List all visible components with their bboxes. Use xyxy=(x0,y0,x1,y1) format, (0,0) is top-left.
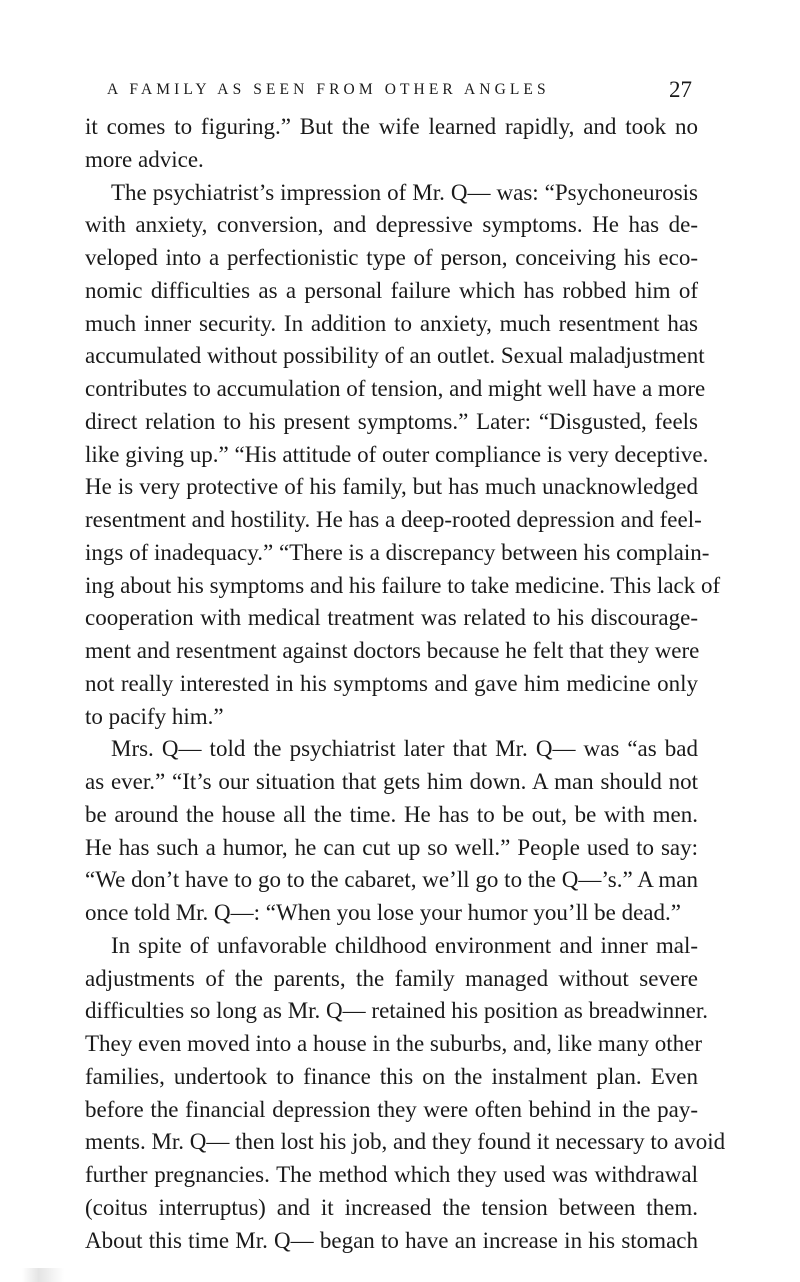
text-line: families, undertook to finance this on the instalment plan. Even xyxy=(85,1063,698,1089)
text-line: ing about his symptoms and his failure to take medicine. This lack of xyxy=(85,572,721,598)
text-line: with anxiety, conversion, and depressive symptoms. He has de- xyxy=(85,212,698,238)
text-line: once told Mr. Q—: “When you lose your humor you’ll be dead.” xyxy=(85,900,681,925)
running-head xyxy=(107,78,692,108)
text-line: be around the house all the time. He has to be out, be with men. xyxy=(85,801,698,827)
text-line: difficulties so long as Mr. Q— retained his position as breadwinner. xyxy=(85,998,709,1024)
text-line: accumulated without possibility of an outlet. Sexual maladjustment xyxy=(85,343,705,369)
text-line: ings of inadequacy.” “There is a discrepancy between his complain- xyxy=(85,539,710,565)
text-line: In spite of unfavorable childhood environment and inner mal- xyxy=(111,932,698,958)
text-line: more advice. xyxy=(85,146,204,172)
text-line: The psychiatrist’s impression of Mr. Q— was: “Psychoneurosis xyxy=(111,179,698,205)
text-line: further pregnancies. The method which they used was withdrawal xyxy=(85,1162,698,1187)
text-line: it comes to figuring.” But the wife learned rapidly, and took no xyxy=(85,114,698,139)
text-line: Mrs. Q— told the psychiatrist later that Mr. Q— was “as bad xyxy=(111,736,698,762)
text-line: He has such a humor, he can cut up so well.” People used to say: xyxy=(85,834,698,860)
text-line: resentment and hostility. He has a deep-rooted depression and feel- xyxy=(85,507,702,532)
page-number: 27 xyxy=(669,77,692,102)
text-line: veloped into a perfectionistic type of person, conceiving his eco- xyxy=(85,245,698,270)
text-line: “We don’t have to go to the cabaret, we’ll go to the Q—’s.” A man xyxy=(85,867,698,893)
text-line: (coitus interruptus) and it increased the tension between them. xyxy=(85,1194,698,1220)
text-line: before the financial depression they were often behind in the pay- xyxy=(85,1096,698,1122)
text-line: nomic difficulties as a personal failure which has robbed him of xyxy=(85,277,698,303)
text-line: like giving up.” “His attitude of outer compliance is very deceptive. xyxy=(85,441,709,467)
text-line: contributes to accumulation of tension, and might well have a more xyxy=(85,376,706,401)
text-line: He is very protective of his family, but has much unacknowledged xyxy=(85,474,698,500)
text-line: adjustments of the parents, the family managed without severe xyxy=(85,965,698,991)
body-text xyxy=(85,111,726,1257)
running-title: A FAMILY AS SEEN FROM OTHER ANGLES xyxy=(107,81,550,98)
text-line: as ever.” “It’s our situation that gets him down. A man should not xyxy=(85,769,698,794)
text-line: not really interested in his symptoms and gave him medicine only xyxy=(85,670,698,696)
text-line: ment and resentment against doctors because he felt that they were xyxy=(85,638,700,663)
scan-corner-mark xyxy=(22,1268,64,1282)
text-line: ments. Mr. Q— then lost his job, and they found it necessary to avoid xyxy=(85,1129,726,1155)
text-line: They even moved into a house in the suburbs, and, like many other xyxy=(85,1031,703,1056)
text-line: to pacify him.” xyxy=(85,703,224,729)
text-line: direct relation to his present symptoms.” Later: “Disgusted, feels xyxy=(85,408,698,434)
text-line: About this time Mr. Q— began to have an increase in his stomach xyxy=(85,1227,698,1253)
text-line: much inner security. In addition to anxiety, much resentment has xyxy=(85,310,698,336)
text-line: cooperation with medical treatment was related to his discourage- xyxy=(85,605,698,631)
